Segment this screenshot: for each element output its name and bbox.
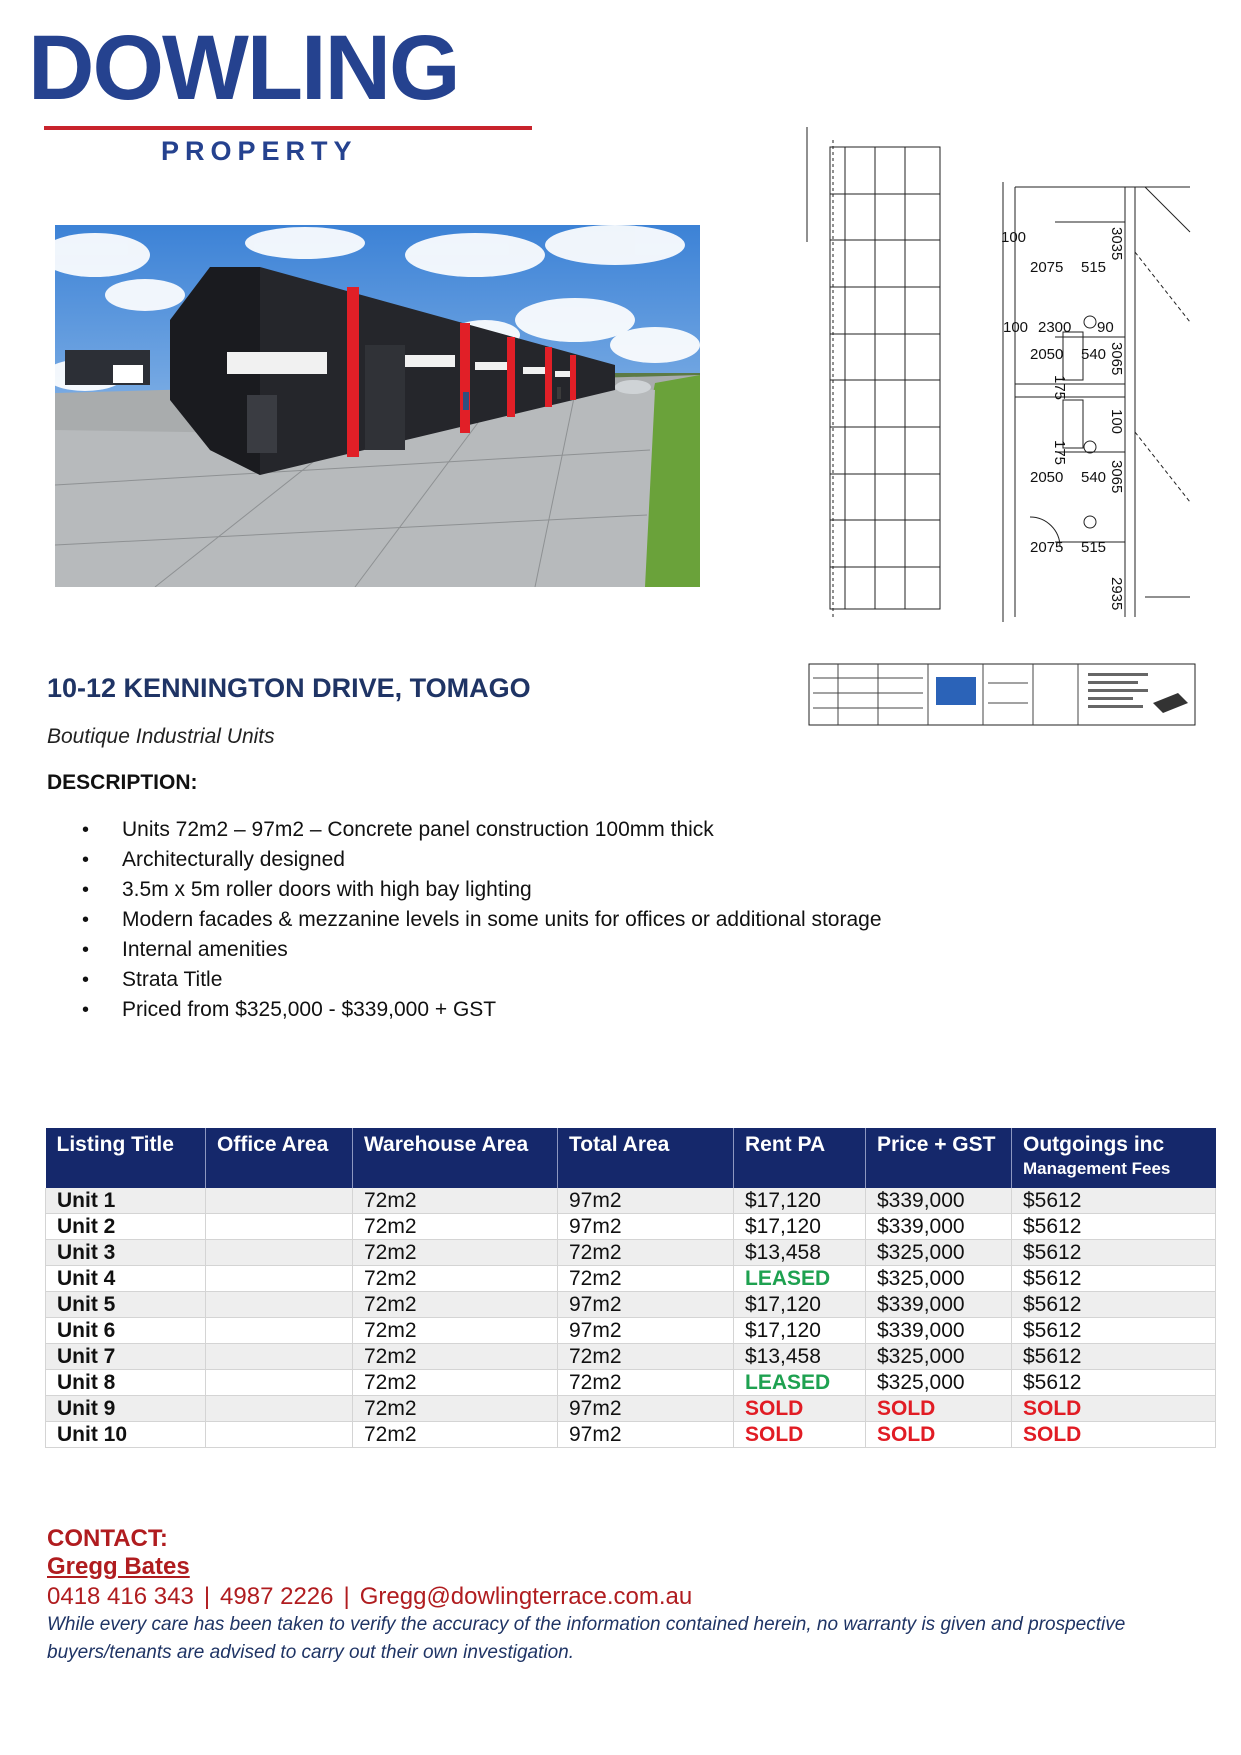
description-item: • Strata Title — [82, 965, 882, 995]
cell-outgoings: $5612 — [1012, 1370, 1216, 1396]
separator: | — [203, 1583, 211, 1610]
cell-warehouse: 72m2 — [353, 1318, 558, 1344]
cell-unit: Unit 10 — [46, 1422, 206, 1448]
cell-office — [206, 1188, 353, 1214]
cell-unit: Unit 4 — [46, 1266, 206, 1292]
cell-unit: Unit 8 — [46, 1370, 206, 1396]
separator: | — [343, 1583, 350, 1610]
logo-subtitle: PROPERTY — [161, 136, 358, 166]
contact-email[interactable]: Gregg@dowlingterrace.com.au — [359, 1583, 693, 1610]
cell-office — [206, 1266, 353, 1292]
cell-total: 72m2 — [558, 1266, 734, 1292]
cell-outgoings: $5612 — [1012, 1188, 1216, 1214]
cell-unit: Unit 9 — [46, 1396, 206, 1422]
cell-unit: Unit 1 — [46, 1188, 206, 1214]
cell-warehouse: 72m2 — [353, 1188, 558, 1214]
cell-office — [206, 1240, 353, 1266]
plan-dimension: 540 — [1081, 469, 1107, 486]
column-header-listing: Listing Title — [46, 1128, 206, 1188]
company-logo — [28, 17, 528, 166]
outgoings-header-subtext: Management Fees — [1023, 1159, 1171, 1178]
cell-office — [206, 1214, 353, 1240]
cell-price: $325,000 — [866, 1370, 1012, 1396]
cell-rent: SOLD — [734, 1396, 866, 1422]
plan-dimension: 2050 — [1030, 469, 1064, 486]
logo-underline — [44, 126, 532, 130]
contact-phone[interactable]: 4987 2226 — [220, 1583, 334, 1610]
drawing-title-block — [808, 663, 1196, 726]
disclaimer-text: While every care has been taken to verify the accuracy of the information contained herein, no warranty is given and prospective buyers/tenants are advised to carry out their own investigation. — [47, 1614, 1126, 1663]
plan-dimension: 540 — [1081, 346, 1107, 363]
table-row — [46, 1240, 1216, 1266]
cell-price: $339,000 — [866, 1292, 1012, 1318]
cell-warehouse: 72m2 — [353, 1396, 558, 1422]
cell-rent: $13,458 — [734, 1344, 866, 1370]
cell-outgoings: SOLD — [1012, 1422, 1216, 1448]
description-item: • 3.5m x 5m roller doors with high bay lighting — [82, 875, 882, 905]
cell-office — [206, 1344, 353, 1370]
table-row — [46, 1214, 1216, 1240]
table-row — [46, 1344, 1216, 1370]
column-header-warehouse: Warehouse Area — [353, 1128, 558, 1188]
cell-warehouse: 72m2 — [353, 1370, 558, 1396]
description-item: • Units 72m2 – 97m2 – Concrete panel construction 100mm thick — [82, 815, 882, 845]
cell-unit: Unit 7 — [46, 1344, 206, 1370]
cell-office — [206, 1292, 353, 1318]
plan-dimension: 3065 — [1108, 460, 1125, 494]
plan-dimension: 2075 — [1030, 259, 1064, 276]
cell-rent: $17,120 — [734, 1188, 866, 1214]
cell-unit: Unit 2 — [46, 1214, 206, 1240]
plan-dimension: 2935 — [1108, 577, 1125, 611]
cell-unit: Unit 3 — [46, 1240, 206, 1266]
cell-price: $339,000 — [866, 1188, 1012, 1214]
cell-warehouse: 72m2 — [353, 1292, 558, 1318]
description-item: • Priced from $325,000 - $339,000 + GST — [82, 995, 882, 1025]
cell-unit: Unit 6 — [46, 1318, 206, 1344]
cell-office — [206, 1422, 353, 1448]
plan-dimension: 100 — [1001, 229, 1027, 246]
description-list — [82, 815, 882, 1025]
contact-mobile[interactable]: 0418 416 343 — [47, 1583, 194, 1610]
contact-heading: CONTACT: — [47, 1525, 168, 1552]
plan-dimension: 100 — [1003, 319, 1029, 336]
cell-office — [206, 1318, 353, 1344]
cell-rent: $17,120 — [734, 1214, 866, 1240]
cell-total: 72m2 — [558, 1344, 734, 1370]
table-header-row — [46, 1128, 1216, 1188]
column-header-price: Price + GST — [866, 1128, 1012, 1188]
cell-total: 97m2 — [558, 1422, 734, 1448]
cell-rent: $13,458 — [734, 1240, 866, 1266]
property-address: 10-12 KENNINGTON DRIVE, TOMAGO — [47, 673, 531, 703]
description-item: • Architecturally designed — [82, 845, 882, 875]
cell-rent: LEASED — [734, 1266, 866, 1292]
plan-dimension: 175 — [1051, 440, 1068, 466]
cell-total: 97m2 — [558, 1318, 734, 1344]
cell-rent: $17,120 — [734, 1292, 866, 1318]
column-header-office: Office Area — [206, 1128, 353, 1188]
table-row — [46, 1188, 1216, 1214]
contact-name-link[interactable]: Gregg Bates — [47, 1553, 190, 1580]
description-heading: DESCRIPTION: — [47, 771, 198, 794]
cell-warehouse: 72m2 — [353, 1214, 558, 1240]
plan-dimension: 515 — [1081, 539, 1107, 556]
cell-total: 97m2 — [558, 1292, 734, 1318]
floor-plan-drawing — [805, 122, 1195, 622]
cell-rent: $17,120 — [734, 1318, 866, 1344]
cell-total: 72m2 — [558, 1240, 734, 1266]
cell-price: SOLD — [866, 1422, 1012, 1448]
plan-dimension: 100 — [1108, 409, 1125, 435]
plan-dimension: 2075 — [1030, 539, 1064, 556]
table-row — [46, 1422, 1216, 1448]
contact-details — [47, 1583, 692, 1611]
building-render-image — [55, 225, 700, 587]
plan-dimension: 90 — [1097, 319, 1114, 336]
cell-price: $339,000 — [866, 1214, 1012, 1240]
cell-outgoings: SOLD — [1012, 1396, 1216, 1422]
cell-office — [206, 1370, 353, 1396]
cell-total: 72m2 — [558, 1370, 734, 1396]
property-subtitle: Boutique Industrial Units — [47, 725, 275, 748]
plan-dimension: 175 — [1051, 375, 1068, 401]
cell-warehouse: 72m2 — [353, 1240, 558, 1266]
plan-dimension: 3065 — [1108, 342, 1125, 376]
cell-price: $325,000 — [866, 1344, 1012, 1370]
cell-outgoings: $5612 — [1012, 1318, 1216, 1344]
table-row — [46, 1370, 1216, 1396]
column-header-rent: Rent PA — [734, 1128, 866, 1188]
cell-outgoings: $5612 — [1012, 1214, 1216, 1240]
cell-warehouse: 72m2 — [353, 1344, 558, 1370]
column-header-outgoings — [1012, 1128, 1216, 1188]
logo-wordmark: DOWLING — [28, 17, 459, 119]
column-header-total: Total Area — [558, 1128, 734, 1188]
cell-warehouse: 72m2 — [353, 1266, 558, 1292]
plan-dimension: 515 — [1081, 259, 1107, 276]
cell-rent: LEASED — [734, 1370, 866, 1396]
cell-outgoings: $5612 — [1012, 1344, 1216, 1370]
table-row — [46, 1266, 1216, 1292]
cell-office — [206, 1396, 353, 1422]
cell-total: 97m2 — [558, 1188, 734, 1214]
plan-dimension: 2300 — [1038, 319, 1072, 336]
cell-price: $339,000 — [866, 1318, 1012, 1344]
cell-outgoings: $5612 — [1012, 1266, 1216, 1292]
table-row — [46, 1292, 1216, 1318]
cell-warehouse: 72m2 — [353, 1422, 558, 1448]
cell-outgoings: $5612 — [1012, 1240, 1216, 1266]
table-row — [46, 1396, 1216, 1422]
cell-price: $325,000 — [866, 1266, 1012, 1292]
description-item: • Internal amenities — [82, 935, 882, 965]
table-row — [46, 1318, 1216, 1344]
plan-dimension: 3035 — [1108, 227, 1125, 261]
cell-rent: SOLD — [734, 1422, 866, 1448]
plan-dimension: 2050 — [1030, 346, 1064, 363]
description-item: • Modern facades & mezzanine levels in some units for offices or additional storage — [82, 905, 882, 935]
units-table — [45, 1128, 1216, 1448]
cell-total: 97m2 — [558, 1396, 734, 1422]
outgoings-header-text: Outgoings inc — [1023, 1133, 1165, 1156]
cell-price: $325,000 — [866, 1240, 1012, 1266]
cell-outgoings: $5612 — [1012, 1292, 1216, 1318]
cell-unit: Unit 5 — [46, 1292, 206, 1318]
cell-price: SOLD — [866, 1396, 1012, 1422]
cell-total: 97m2 — [558, 1214, 734, 1240]
